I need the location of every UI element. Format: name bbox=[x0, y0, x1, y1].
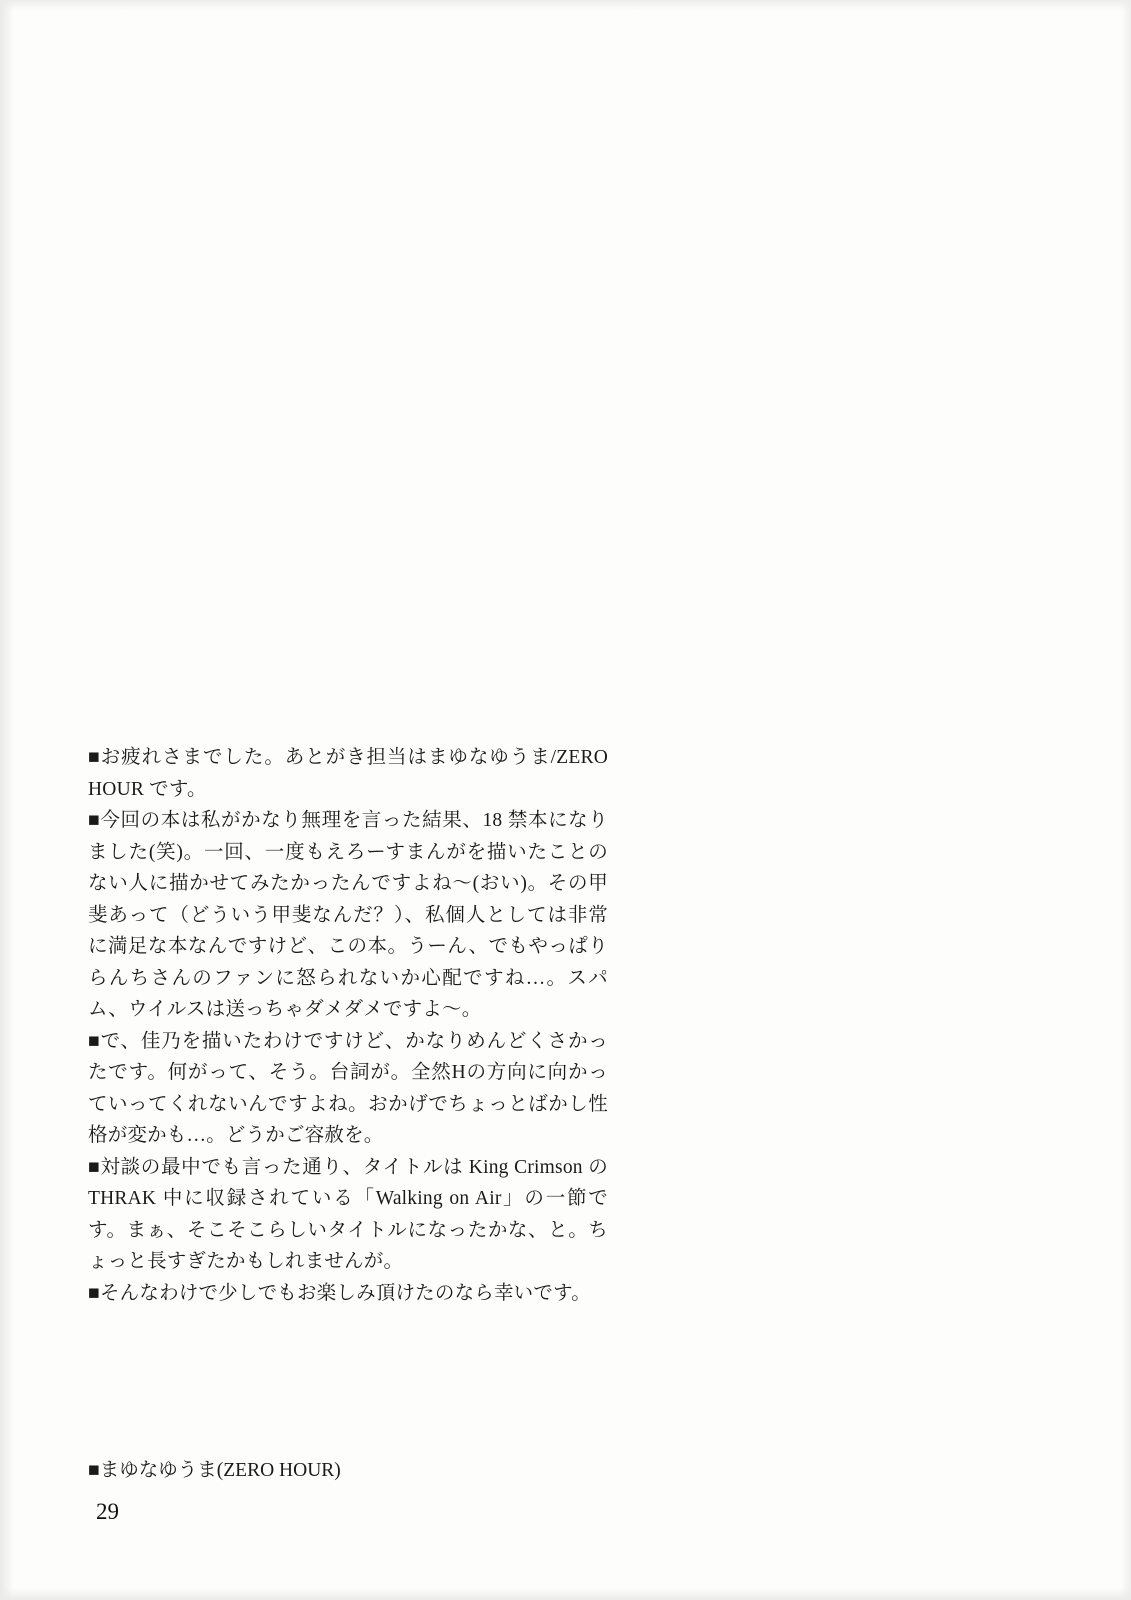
page-edge-shadow-top bbox=[0, 0, 1131, 10]
page-edge-shadow-right bbox=[1121, 0, 1131, 1600]
afterword-paragraph: ■お疲れさまでした。あとがき担当はまゆなゆうま/ZERO HOUR です。 bbox=[88, 747, 608, 800]
afterword-paragraph: ■そんなわけで少しでもお楽しみ頂けたのなら幸いです。 bbox=[88, 1282, 591, 1304]
afterword-paragraph: ■今回の本は私がかなり無理を言った結果、18 禁本になりました(笑)。一回、一度もえろーすまんがを描いたことのない人に描かせてみたかったんですよね〜(おい)。その甲斐あって（どういう甲斐なんだ？）、私個人としては非常に満足な本なんですけど、この本。うーん、でもやっぱりらんちさんのファンに怒られないか心配ですね…。スパム、ウイルスは送っちゃダメダメですよ〜。 bbox=[88, 810, 608, 1020]
author-signature: ■まゆなゆうま(ZERO HOUR) bbox=[88, 1460, 341, 1481]
afterword-text-block bbox=[88, 742, 608, 1309]
page-edge-shadow-bottom bbox=[0, 1588, 1131, 1600]
page-edge-shadow-left bbox=[0, 0, 14, 1600]
page-number: 29 bbox=[96, 1499, 119, 1524]
afterword-paragraph: ■対談の最中でも言った通り、タイトルは King Crimson の THRAK 中に収録されている「Walking on Air」の一節です。まぁ、そこそこらしいタイトルになったかな、と。ちょっと長すぎたかもしれませんが。 bbox=[88, 1156, 608, 1272]
afterword-paragraph: ■で、佳乃を描いたわけですけど、かなりめんどくさかったです。何がって、そう。台詞が。全然Hの方向に向かっていってくれないんですよね。おかげでちょっとばかし性格が変かも…。どうかご容赦を。 bbox=[88, 1030, 608, 1146]
